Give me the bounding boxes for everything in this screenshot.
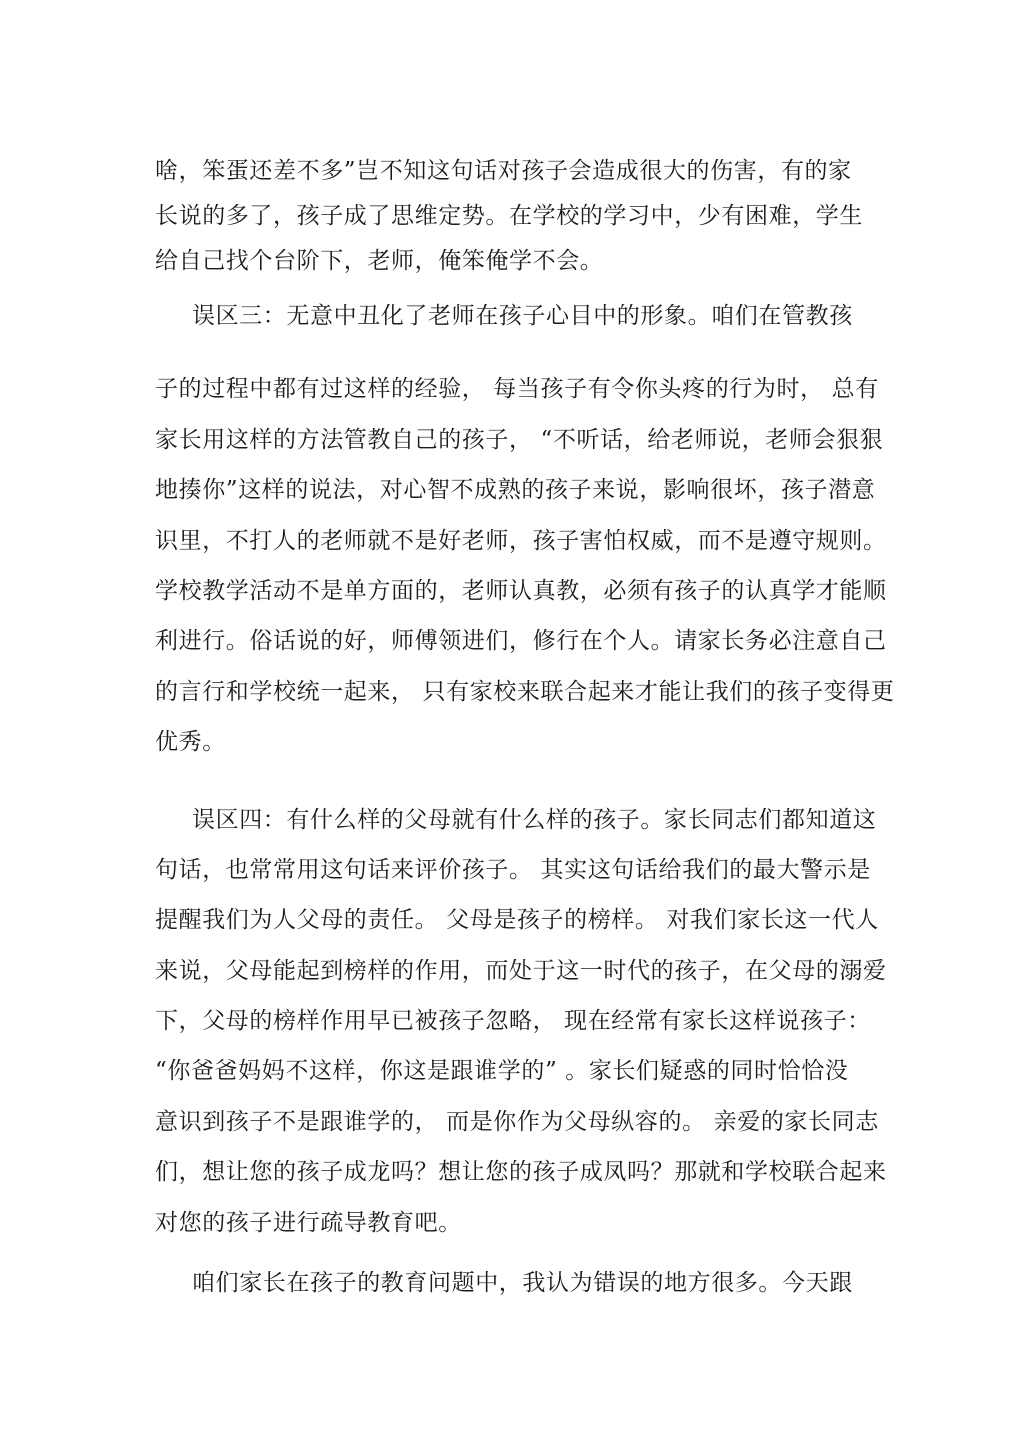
paragraph-start: 咱们家长在孩子的教育问题中，我认为错误的地方很多。今天跟 [192, 1270, 853, 1296]
paragraph-heading-misconception-4: 误区四：有什么样的父母就有什么样的孩子。家长同志们都知道这 [192, 807, 877, 833]
text-line: 长说的多了，孩子成了思维定势。在学校的学习中，少有困难，学生 [155, 203, 863, 229]
text-line: 对您的孩子进行疏导教育吧。 [155, 1210, 462, 1236]
text-line: 的言行和学校统一起来， 只有家校来联合起来才能让我们的孩子变得更 [155, 679, 895, 705]
text-line: 们，想让您的孩子成龙吗？想让您的孩子成凤吗？那就和学校联合起来 [155, 1159, 887, 1185]
text-line: 家长用这样的方法管教自己的孩子， “不听话，给老师说，老师会狠狠 [155, 427, 884, 453]
text-line: 意识到孩子不是跟谁学的， 而是你作为父母纵容的。 亲爱的家长同志 [155, 1109, 879, 1135]
text-line: “你爸爸妈妈不这样，你这是跟谁学的” 。家长们疑惑的同时恰恰没 [155, 1058, 849, 1084]
text-line: 子的过程中都有过这样的经验， 每当孩子有令你头疼的行为时， 总有 [155, 376, 879, 402]
paragraph-heading-misconception-3: 误区三：无意中丑化了老师在孩子心目中的形象。咱们在管教孩 [192, 303, 853, 329]
text-line: 啥，笨蛋还差不多”岂不知这句话对孩子会造成很大的伤害，有的家 [155, 158, 852, 184]
text-line: 地揍你”这样的说法，对心智不成熟的孩子来说，影响很坏，孩子潜意 [155, 477, 876, 503]
text-line: 学校教学活动不是单方面的，老师认真教，必须有孩子的认真学才能顺 [155, 578, 887, 604]
text-line: 利进行。俗话说的好，师傅领进们，修行在个人。请家长务必注意自己 [155, 628, 887, 654]
text-line: 下，父母的榜样作用早已被孩子忽略， 现在经常有家长这样说孩子： [155, 1008, 871, 1034]
text-line: 识里，不打人的老师就不是好老师，孩子害怕权威，而不是遵守规则。 [155, 528, 887, 554]
text-line: 句话，也常常用这句话来评价孩子。 其实这句话给我们的最大警示是 [155, 857, 871, 883]
text-line: 优秀。 [155, 729, 226, 755]
text-line: 来说，父母能起到榜样的作用，而处于这一时代的孩子，在父母的溺爱 [155, 958, 887, 984]
text-line: 给自己找个台阶下，老师，俺笨俺学不会。 [155, 248, 604, 274]
text-line: 提醒我们为人父母的责任。 父母是孩子的榜样。 对我们家长这一代人 [155, 907, 879, 933]
